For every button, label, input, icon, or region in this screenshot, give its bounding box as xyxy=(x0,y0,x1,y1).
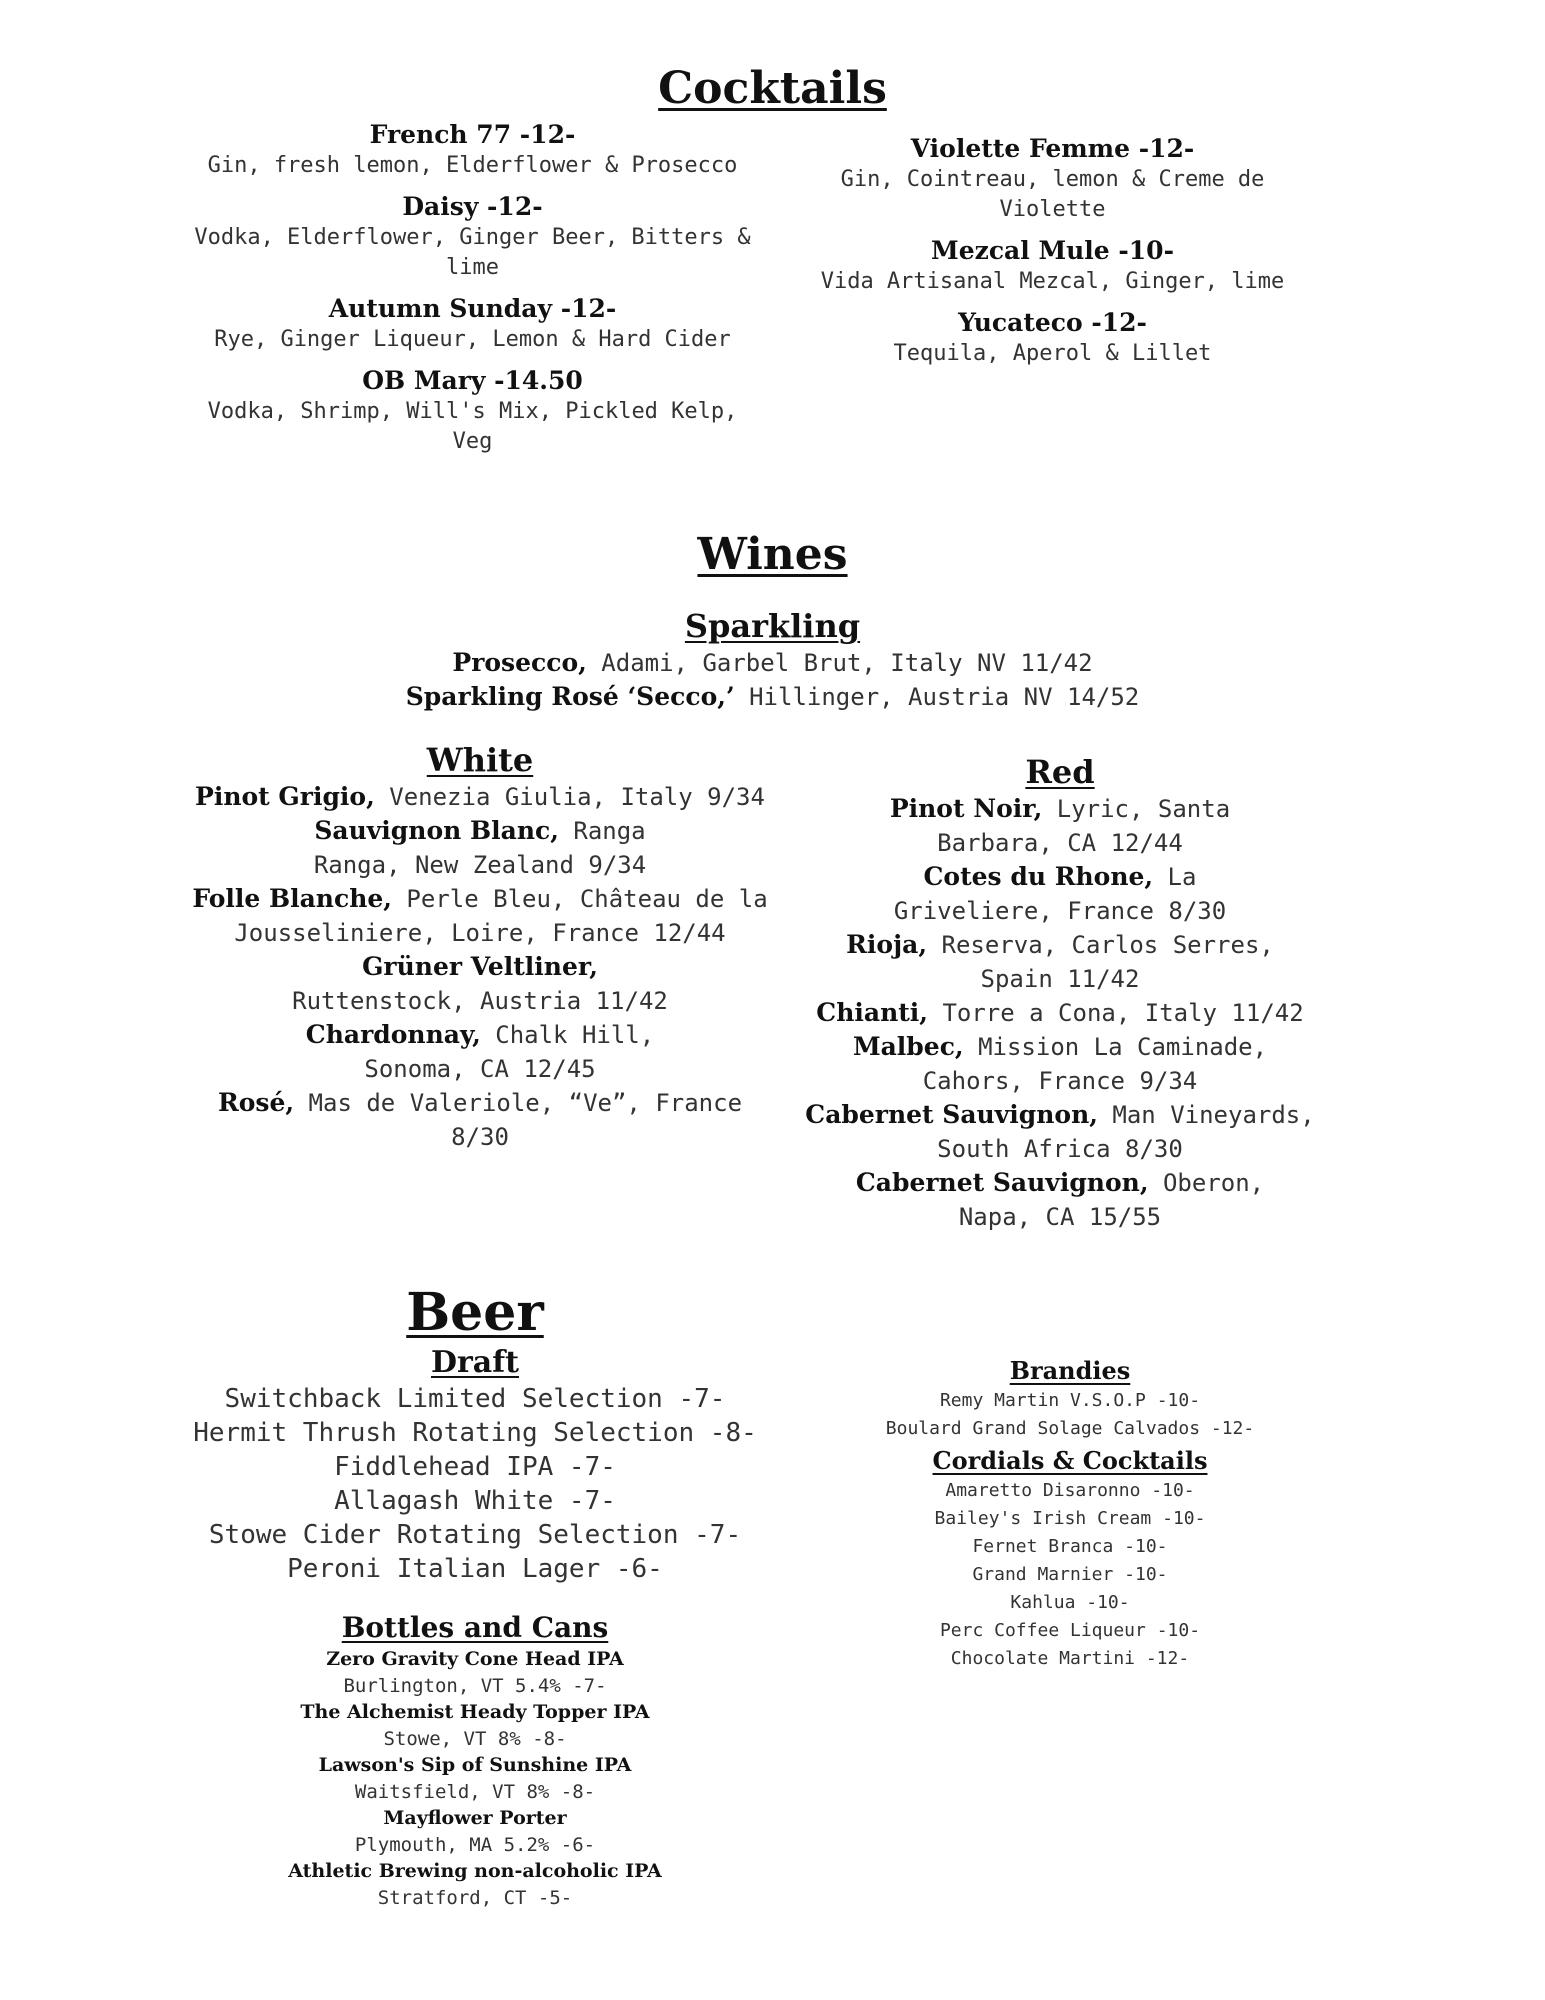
cocktail-name: OB Mary -14.50 xyxy=(362,366,583,395)
wine-item xyxy=(790,1166,1330,1234)
cocktail-item xyxy=(185,364,760,457)
cordial-item: Grand Marnier -10- xyxy=(972,1564,1168,1585)
cocktail-desc: Vida Artisanal Mezcal, Ginger, lime xyxy=(820,269,1285,294)
cocktail-name: Yucateco -12- xyxy=(958,308,1147,337)
wine-desc: Perle Bleu, Château de la Jousseliniere, Loire, France 12/44 xyxy=(234,885,768,947)
spirits-section xyxy=(840,1355,1300,1673)
wine-item xyxy=(790,860,1330,928)
bottle-desc: Stratford, CT -5- xyxy=(377,1887,573,1909)
bottle-name: Zero Gravity Cone Head IPA xyxy=(326,1648,624,1670)
cordial-item: Fernet Branca -10- xyxy=(972,1536,1168,1557)
wine-desc: Ranga Ranga, New Zealand 9/34 xyxy=(313,817,647,879)
wine-item xyxy=(180,882,780,950)
cocktails-heading: Cocktails xyxy=(658,63,887,114)
draft-item: Peroni Italian Lager -6- xyxy=(287,1554,663,1584)
bottle-name: The Alchemist Heady Topper IPA xyxy=(300,1701,650,1723)
cordials-heading: Cordials & Cocktails xyxy=(932,1446,1208,1475)
cocktail-name: Violette Femme -12- xyxy=(910,134,1195,163)
wine-item xyxy=(180,1018,780,1086)
bottle-desc: Plymouth, MA 5.2% -6- xyxy=(354,1834,596,1856)
wine-name: Malbec, xyxy=(852,1032,964,1061)
wine-name: Rosé, xyxy=(217,1088,295,1117)
draft-item: Allagash White -7- xyxy=(334,1486,616,1516)
wine-item xyxy=(180,780,780,814)
cocktail-desc: Rye, Ginger Liqueur, Lemon & Hard Cider xyxy=(214,327,731,352)
wine-item xyxy=(180,1086,780,1154)
cordial-item: Chocolate Martini -12- xyxy=(950,1648,1190,1669)
wine-desc: Torre a Cona, Italy 11/42 xyxy=(928,999,1304,1027)
bottle-name: Athletic Brewing non-alcoholic IPA xyxy=(288,1860,662,1882)
cocktail-name: Daisy -12- xyxy=(402,192,543,221)
wine-item xyxy=(790,1030,1330,1098)
wine-desc: Ruttenstock, Austria 11/42 xyxy=(292,987,668,1015)
wine-desc: Adami, Garbel Brut, Italy NV 11/42 xyxy=(586,649,1093,677)
wine-item xyxy=(790,928,1330,996)
draft-item: Switchback Limited Selection -7- xyxy=(224,1384,726,1414)
beer-section xyxy=(160,1282,790,1911)
cocktail-name: Autumn Sunday -12- xyxy=(328,294,617,323)
cordial-item: Bailey's Irish Cream -10- xyxy=(934,1508,1206,1529)
wine-name: Cotes du Rhone, xyxy=(923,862,1154,891)
wine-name: Chardonnay, xyxy=(305,1020,481,1049)
cocktail-item xyxy=(185,190,760,283)
cocktail-item xyxy=(815,306,1290,369)
wine-name: Folle Blanche, xyxy=(192,884,392,913)
wine-desc: Chalk Hill, Sonoma, CA 12/45 xyxy=(364,1021,655,1083)
cocktails-section xyxy=(0,62,1545,116)
beer-heading: Beer xyxy=(406,1282,544,1343)
wine-desc: Mission La Caminade, Cahors, France 9/34 xyxy=(922,1033,1268,1095)
sparkling-heading: Sparkling xyxy=(684,607,861,645)
wine-desc: Oberon, Napa, CA 15/55 xyxy=(958,1169,1265,1231)
bottle-name: Mayflower Porter xyxy=(383,1807,567,1829)
cocktails-right-column xyxy=(815,132,1290,378)
wine-desc: Man Vineyards, South Africa 8/30 xyxy=(937,1101,1315,1163)
cocktail-desc: Vodka, Shrimp, Will's Mix, Pickled Kelp, Veg xyxy=(207,399,738,454)
bottle-desc: Waitsfield, VT 8% -8- xyxy=(354,1781,596,1803)
wine-desc: Hillinger, Austria NV 14/52 xyxy=(734,683,1140,711)
wine-item xyxy=(300,680,1245,714)
cocktail-item xyxy=(815,234,1290,297)
cocktail-name: Mezcal Mule -10- xyxy=(931,236,1174,265)
sparkling-section xyxy=(300,606,1245,714)
cocktail-item xyxy=(815,132,1290,225)
wine-name: Rioja, xyxy=(846,930,928,959)
cocktails-left-column xyxy=(185,118,760,466)
wines-section xyxy=(0,528,1545,582)
wine-name: Sauvignon Blanc, xyxy=(314,816,559,845)
wine-name: Pinot Noir, xyxy=(889,794,1043,823)
wine-item xyxy=(180,814,780,882)
cordial-item: Kahlua -10- xyxy=(1010,1592,1130,1613)
wine-desc: La Griveliere, France 8/30 xyxy=(893,863,1227,925)
cocktail-desc: Gin, fresh lemon, Elderflower & Prosecco xyxy=(207,153,738,178)
red-heading: Red xyxy=(1025,753,1095,791)
wine-name: Grüner Veltliner, xyxy=(362,952,598,981)
cordial-item: Amaretto Disaronno -10- xyxy=(945,1480,1195,1501)
wine-name: Cabernet Sauvignon, xyxy=(855,1168,1149,1197)
draft-item: Stowe Cider Rotating Selection -7- xyxy=(208,1520,742,1550)
bottles-heading: Bottles and Cans xyxy=(341,1611,609,1644)
wine-item xyxy=(790,996,1330,1030)
wine-item xyxy=(790,1098,1330,1166)
wine-desc: Mas de Valeriole, “Ve”, France 8/30 xyxy=(294,1089,743,1151)
brandies-heading: Brandies xyxy=(1009,1356,1131,1385)
cocktail-desc: Vodka, Elderflower, Ginger Beer, Bitters & lime xyxy=(194,225,751,280)
wine-name: Chianti, xyxy=(816,998,928,1027)
draft-item: Hermit Thrush Rotating Selection -8- xyxy=(193,1418,757,1448)
cordial-item: Perc Coffee Liqueur -10- xyxy=(939,1620,1201,1641)
white-wine-section xyxy=(180,740,780,1154)
cocktail-desc: Gin, Cointreau, lemon & Creme de Violette xyxy=(840,167,1265,222)
wine-desc: Venezia Giulia, Italy 9/34 xyxy=(374,783,765,811)
wine-item xyxy=(180,950,780,1018)
wine-name: Pinot Grigio, xyxy=(195,782,375,811)
draft-item: Fiddlehead IPA -7- xyxy=(334,1452,616,1482)
bottle-desc: Stowe, VT 8% -8- xyxy=(383,1728,567,1750)
brandy-item: Remy Martin V.S.O.P -10- xyxy=(939,1390,1201,1411)
bottle-name: Lawson's Sip of Sunshine IPA xyxy=(318,1754,632,1776)
bottle-desc: Burlington, VT 5.4% -7- xyxy=(343,1675,607,1697)
cocktail-item xyxy=(185,292,760,355)
wine-desc: Lyric, Santa Barbara, CA 12/44 xyxy=(937,795,1231,857)
wine-desc: Reserva, Carlos Serres, Spain 11/42 xyxy=(927,931,1274,993)
wine-name: Cabernet Sauvignon, xyxy=(805,1100,1098,1129)
wine-name: Sparkling Rosé ‘Secco,’ xyxy=(405,682,735,711)
wines-heading: Wines xyxy=(697,529,848,580)
wine-name: Prosecco, xyxy=(452,648,587,677)
white-heading: White xyxy=(426,741,534,779)
draft-heading: Draft xyxy=(430,1345,520,1380)
wine-item xyxy=(790,792,1330,860)
wine-item xyxy=(300,646,1245,680)
cocktail-name: French 77 -12- xyxy=(369,120,576,149)
cocktail-item xyxy=(185,118,760,181)
brandy-item: Boulard Grand Solage Calvados -12- xyxy=(885,1418,1255,1439)
red-wine-section xyxy=(790,752,1330,1234)
cocktail-desc: Tequila, Aperol & Lillet xyxy=(893,341,1212,366)
